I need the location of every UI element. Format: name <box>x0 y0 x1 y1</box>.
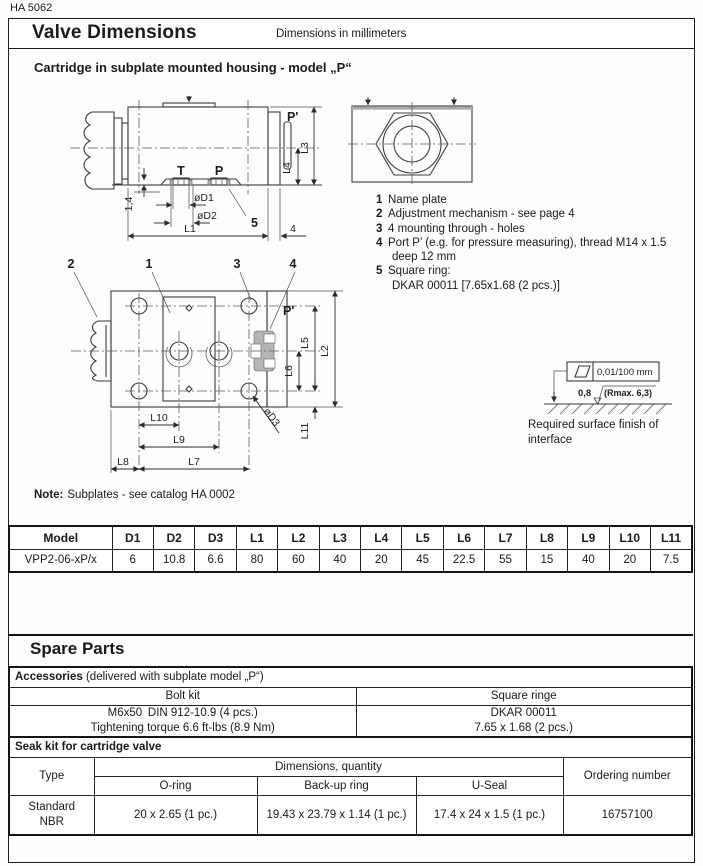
seal-kit-caption-row <box>9 737 692 757</box>
col-header: L11 <box>650 526 692 549</box>
callout-4-label: 4 <box>289 257 297 271</box>
backup-ring-header: Back-up ring <box>257 776 416 795</box>
rmax-value: (Rmax. 6,3) <box>604 388 653 398</box>
surface-finish-caption: Required surface finish of interface <box>528 419 659 446</box>
document-number: HA 5062 <box>10 2 53 14</box>
adjustment-knob-side <box>84 112 128 189</box>
dim-l3-label: L3 <box>299 142 311 154</box>
dim-l7-label: L7 <box>188 456 200 468</box>
type-cell: Standard NBR <box>9 795 94 835</box>
value-cell: 6 <box>112 549 153 572</box>
list-item: 3 4 mounting through - holes <box>376 222 525 235</box>
roughness-value: 0,8 <box>578 388 592 399</box>
ordering-number-header: Ordering number <box>563 757 692 795</box>
accessories-header-row <box>9 687 692 705</box>
square-ring-header: Square ringe <box>356 687 692 705</box>
col-header: Model <box>9 526 112 549</box>
seal-kit-table <box>8 736 693 836</box>
section-subtitle: Cartridge in subplate mounted housing - model „P“ <box>34 60 352 75</box>
col-header: L5 <box>402 526 443 549</box>
dim-l11-label: L11 <box>299 422 311 440</box>
col-header: D3 <box>195 526 236 549</box>
backup-ring-cell: 19.43 x 23.79 x 1.14 (1 pc.) <box>257 795 416 835</box>
square-ring-cell: DKAR 00011 7.65 x 1.68 (2 pcs.) <box>356 705 692 737</box>
bolt-kit-cell: M6x50 DIN 912-10.9 (4 pcs.) Tightening torque 6.6 ft-lbs (8.9 Nm) <box>9 705 356 737</box>
seal-kit-data-row <box>9 795 692 835</box>
dim-1-4-label: 1,4 <box>123 196 135 212</box>
side-view-drawing <box>68 96 338 248</box>
type-header: Type <box>9 757 94 795</box>
ordering-number-cell: 16757100 <box>563 795 692 835</box>
useal-header: U-Seal <box>416 776 563 795</box>
value-cell: 20 <box>609 549 650 572</box>
callout-1-label: 1 <box>145 257 153 271</box>
accessories-data-row <box>9 705 692 737</box>
flatness-value: 0,01/100 mm <box>597 367 653 378</box>
list-item: 2 Adjustment mechanism - see page 4 <box>376 208 575 221</box>
table-header-row <box>9 526 692 549</box>
flatness-icon <box>575 366 590 377</box>
accessories-table <box>8 666 693 738</box>
accessories-caption-row <box>9 667 692 687</box>
value-cell: 40 <box>319 549 360 572</box>
mounting-interface <box>112 178 322 185</box>
bolt-kit-header: Bolt kit <box>9 687 356 705</box>
port-t-label: T <box>177 164 185 178</box>
table-data-row <box>9 549 692 572</box>
value-cell: 20 <box>361 549 402 572</box>
seal-kit-header-row-1 <box>9 757 692 776</box>
col-header: L9 <box>568 526 609 549</box>
dim-d3-label: øD3 <box>260 405 283 429</box>
port-p-prime-top-label: P' <box>283 304 295 318</box>
col-header: L6 <box>443 526 484 549</box>
dim-4-label: 4 <box>290 223 296 235</box>
port-p-prime-label: P' <box>287 110 299 124</box>
parts-list <box>376 193 674 293</box>
list-item: 1 Name plate <box>376 194 447 206</box>
value-cell: 6.6 <box>195 549 236 572</box>
value-cell: 60 <box>278 549 319 572</box>
col-header: D1 <box>112 526 153 549</box>
port-p-label: P <box>214 164 224 178</box>
useal-cell: 17.4 x 24 x 1.5 (1 pc.) <box>416 795 563 835</box>
col-header: L1 <box>236 526 277 549</box>
callout-2-label: 2 <box>67 257 75 271</box>
valve-body-side <box>128 96 291 185</box>
mounting-holes <box>131 298 257 399</box>
page-title: Valve Dimensions <box>32 22 197 43</box>
spare-parts-title: Spare Parts <box>30 639 125 658</box>
hatching <box>548 404 666 414</box>
list-item: 4 Port P’ (e.g. for pressure measuring), thread M14 x 1.5 deep 12 mm <box>376 236 667 264</box>
list-item: 5 Square ring: DKAR 00011 [7.65x1.68 (2 pcs.)] <box>376 265 560 292</box>
value-cell: 45 <box>402 549 443 572</box>
oring-header: O-ring <box>94 776 257 795</box>
value-cell: 10.8 <box>153 549 194 572</box>
top-view-drawing <box>57 255 362 483</box>
value-cell: 15 <box>526 549 567 572</box>
accessories-caption: Accessories (delivered with subplate model „P“) <box>9 667 692 687</box>
value-cell: 55 <box>485 549 526 572</box>
col-header: L7 <box>485 526 526 549</box>
dim-d2-label: øD2 <box>197 210 217 222</box>
hex-front-view-drawing <box>348 96 476 188</box>
dimension-table <box>8 525 693 573</box>
subplates-note: Note: Subplates - see catalog HA 0002 <box>34 489 235 501</box>
units-note: Dimensions in millimeters <box>276 28 407 40</box>
value-cell: 22.5 <box>443 549 484 572</box>
col-header: L10 <box>609 526 650 549</box>
dim-l1-label: L1 <box>184 223 196 235</box>
dim-l2-label: L2 <box>319 345 331 357</box>
col-header: L4 <box>361 526 402 549</box>
housing-body-top <box>111 291 267 407</box>
value-cell: 7.5 <box>650 549 692 572</box>
dim-l5-label: L5 <box>299 337 311 349</box>
cartridge-ports <box>166 342 232 367</box>
dim-l10-label: L10 <box>150 412 168 424</box>
dim-l8-label: L8 <box>117 456 129 468</box>
top-view-dimensions <box>111 291 343 473</box>
col-header: L8 <box>526 526 567 549</box>
callout-5-label: 5 <box>251 216 258 230</box>
dim-l9-label: L9 <box>173 434 185 446</box>
dim-l6-label: L6 <box>283 365 295 377</box>
value-cell: 40 <box>568 549 609 572</box>
seal-kit-caption: Seak kit for cartridge valve <box>9 737 692 757</box>
col-header: L3 <box>319 526 360 549</box>
callout-3-label: 3 <box>233 257 241 271</box>
dim-d1-label: øD1 <box>194 192 214 204</box>
dimensions-quantity-header: Dimensions, quantity <box>94 757 563 776</box>
model-cell: VPP2-06-xP/x <box>9 549 112 572</box>
surface-finish-symbol <box>540 352 680 416</box>
col-header: L2 <box>278 526 319 549</box>
oring-cell: 20 x 2.65 (1 pc.) <box>94 795 257 835</box>
col-header: D2 <box>153 526 194 549</box>
dim-l4-label: L4 <box>281 162 293 174</box>
value-cell: 80 <box>236 549 277 572</box>
